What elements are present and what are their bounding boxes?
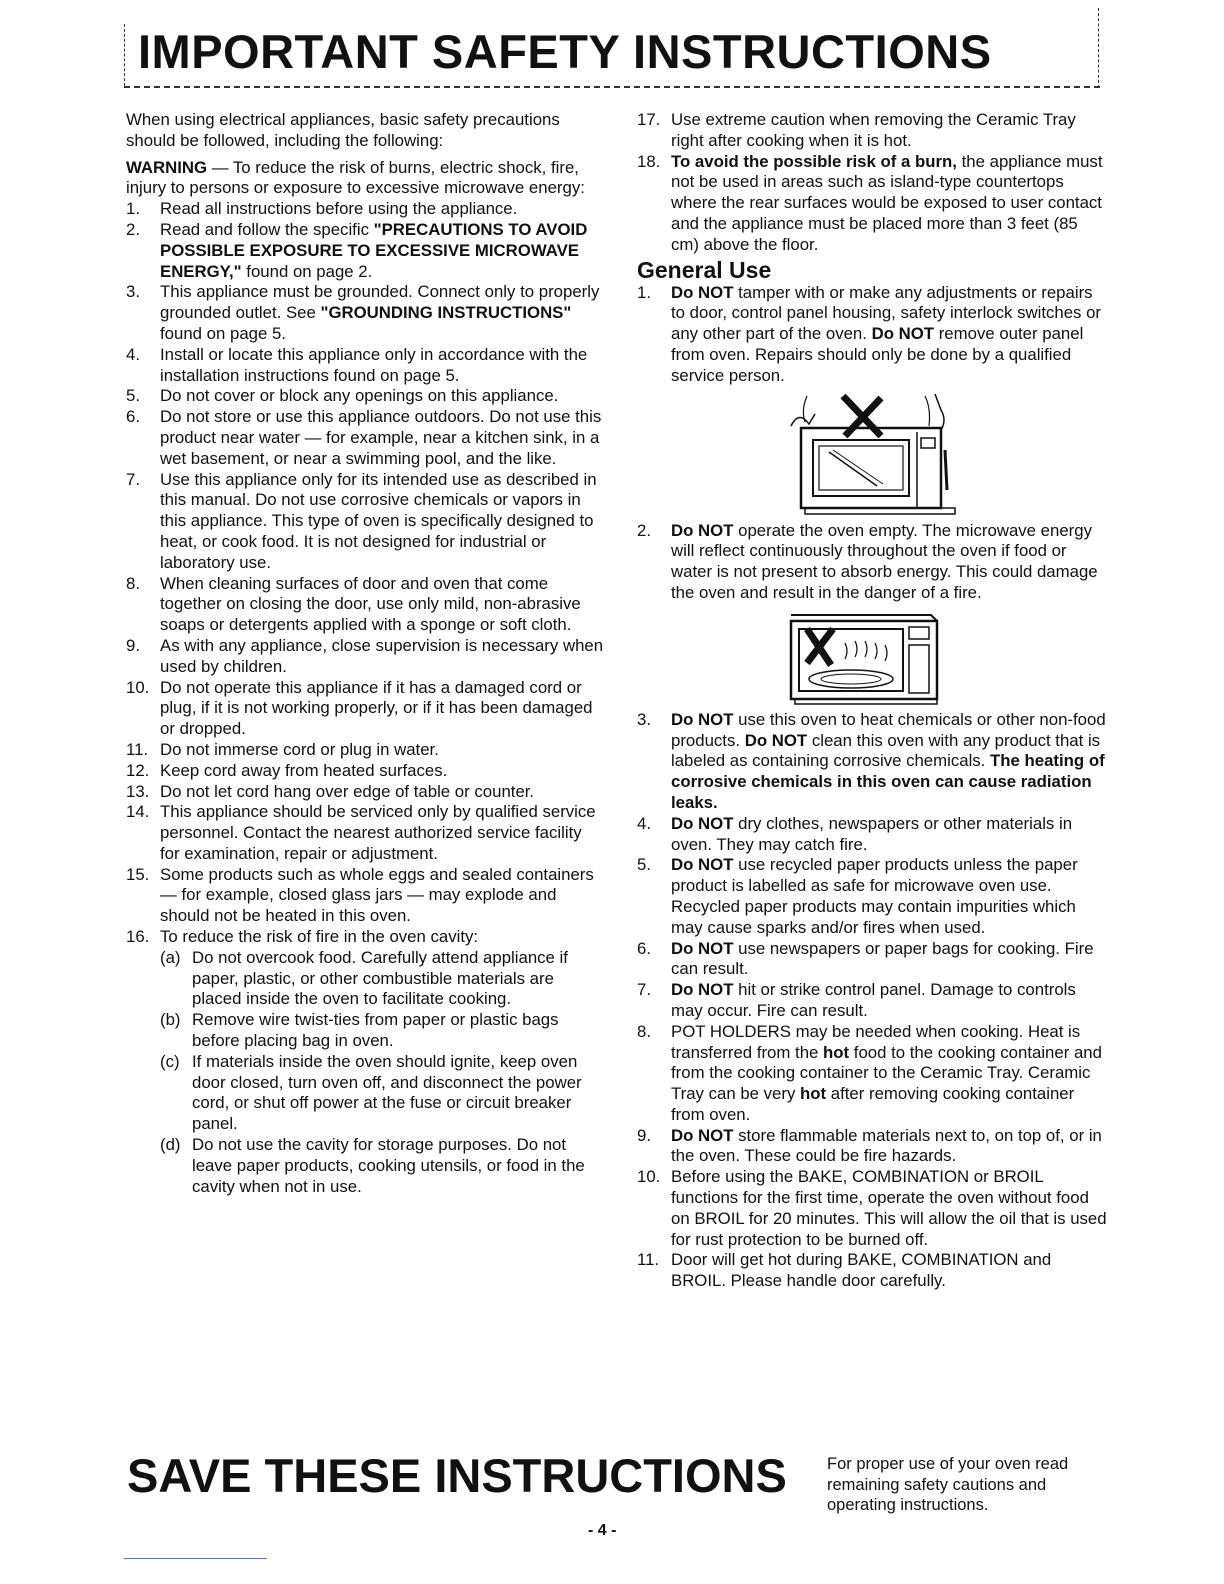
intro-paragraph: When using electrical appliances, basic safety precautions should be followed, including the following:: [126, 110, 560, 150]
list-item-11: 11. Do not immerse cord or plug in water.: [126, 739, 439, 759]
list-item-4: 4. Install or locate this appliance only in accordance with the installation instructions found on page 5.: [126, 344, 588, 385]
footer-line: [124, 1558, 267, 1559]
general-use-item-2: 2. Do NOT operate the oven empty. The microwave energy will reflect continuously throughout the oven if food or water is not present to absorb energy. This could damage the oven and result in the danger of a fire.: [637, 520, 1098, 602]
oven-tamper-illustration: [785, 390, 970, 518]
list-item-18: 18. To avoid the possible risk of a burn, the appliance must not be used in areas such as island-type countertops where the rear surfaces would be exposed to user contact and the appliance must be placed more than 3 feet (85 cm) above the floor.: [637, 151, 1103, 254]
sub-item-d: (d) Do not use the cavity for storage purposes. Do not leave paper products, cooking utensils, or food in the cavity when not in use.: [160, 1135, 585, 1196]
general-use-item-6: 6. Do NOT use newspapers or paper bags for cooking. Fire can result.: [637, 938, 1094, 979]
list-item-13: 13. Do not let cord hang over edge of table or counter.: [126, 781, 535, 801]
warning-text: — To reduce the risk of burns, electric shock, fire, injury to persons or exposure to excessive microwave energy:: [126, 157, 585, 198]
list-item-17: 17. Use extreme caution when removing the Ceramic Tray right after cooking when it is hot.: [637, 110, 1076, 150]
sub-item-c: (c) If materials inside the oven should ignite, keep oven door closed, turn oven off, and disconnect the power cord, or shut off power at the fuse or circuit breaker panel.: [160, 1051, 582, 1134]
list-item-3: 3. This appliance must be grounded. Connect only to properly grounded outlet. See "GROUNDING INSTRUCTIONS" found on page 5.: [126, 282, 600, 343]
general-use-item-10: 10. Before using the BAKE, COMBINATION or BROIL functions for the first time, operate the oven without food on BROIL for 20 minutes. This will allow the oil that is used for rust protection to be burned off.: [637, 1167, 1107, 1249]
general-use-item-11: 11. Door will get hot during BAKE, COMBINATION and BROIL. Please handle door carefully.: [637, 1250, 1052, 1291]
oven-empty-illustration: [785, 607, 945, 707]
list-item-9: 9. As with any appliance, close supervision is necessary when used by children.: [126, 635, 604, 676]
list-item-14: 14. This appliance should be serviced only by qualified service personnel. Contact the nearest authorized service facility for examination, repair or adjustment.: [126, 802, 596, 863]
general-use-item-5: 5. Do NOT use recycled paper products unless the paper product is labelled as safe for microwave oven use. Recycled paper products may contain impurities which may cause sparks and/or fires when used.: [637, 855, 1078, 937]
warning-label: WARNING: [126, 157, 208, 177]
list-item-2: 2. Read and follow the specific "PRECAUTIONS TO AVOID POSSIBLE EXPOSURE TO EXCESSIVE MICROWAVE ENERGY," found on page 2.: [126, 219, 588, 281]
right-column: [637, 110, 1107, 1292]
frame-right-line: [1098, 8, 1099, 88]
general-use-item-8: 8. POT HOLDERS may be needed when cooking. Heat is transferred from the hot food to the cooking container and from the cooking container to the Ceramic Tray. Ceramic Tray can be very hot after removing cooking container from oven.: [637, 1021, 1102, 1124]
sub-item-a: (a) Do not overcook food. Carefully attend appliance if paper, plastic, or other combustible materials are placed inside the oven to facilitate cooking.: [160, 947, 568, 1009]
list-item-1: 1. Read all instructions before using the appliance.: [126, 199, 518, 219]
general-use-item-7: 7. Do NOT hit or strike control panel. Damage to controls may occur. Fire can result.: [637, 980, 1076, 1020]
general-use-item-3: 3. Do NOT use this oven to heat chemicals or other non-food products. Do NOT clean this oven with any product that is labeled as containing corrosive chemicals. The heating of corrosive chemicals in this oven can cause radiation leaks.: [637, 709, 1106, 812]
frame-left-line: [124, 24, 125, 86]
section-title-general-use: General Use: [637, 256, 772, 283]
list-item-12: 12. Keep cord away from heated surfaces.: [126, 760, 448, 780]
list-item-15: 15. Some products such as whole eggs and sealed containers — for example, closed glass jars — may explode and should not be heated in this oven.: [126, 864, 594, 926]
list-item-10: 10. Do not operate this appliance if it has a damaged cord or plug, if it is not working properly, or if it has been damaged or dropped.: [126, 677, 593, 739]
page-number: - 4 -: [588, 1522, 617, 1539]
list-item-6: 6. Do not store or use this appliance outdoors. Do not use this product near water — for example, near a kitchen sink, in a wet basement, or near a swimming pool, and the like.: [126, 407, 602, 468]
title-underline: [124, 86, 1100, 88]
sub-item-b: (b) Remove wire twist-ties from paper or plastic bags before placing bag in oven.: [160, 1010, 559, 1051]
footer-note: For proper use of your oven read remaining safety cautions and operating instructions.: [827, 1455, 1069, 1514]
list-item-5: 5. Do not cover or block any openings on this appliance.: [126, 386, 559, 406]
warning-paragraph: [126, 158, 604, 200]
general-use-item-4: 4. Do NOT dry clothes, newspapers or other materials in oven. They may catch fire.: [637, 813, 1073, 854]
list-item-7: 7. Use this appliance only for its intended use as described in this manual. Do not use corrosive chemicals or vapors in this appliance. This type of oven is specifically designed to heat, or cook food. It is not designed for industrial or laboratory use.: [126, 469, 597, 572]
save-instructions-heading: SAVE THESE INSTRUCTIONS: [127, 1449, 787, 1502]
general-use-item-1: 1. Do NOT tamper with or make any adjustments or repairs to door, control panel housing, safety interlock switches or any other part of the oven. Do NOT remove outer panel from oven. Repairs should only be done by a qualified service person.: [637, 282, 1102, 385]
page-title: IMPORTANT SAFETY INSTRUCTIONS: [138, 25, 992, 78]
left-column: [126, 110, 604, 1197]
list-item-16: 16. To reduce the risk of fire in the oven cavity:: [126, 927, 479, 947]
general-use-item-9: 9. Do NOT store flammable materials next to, on top of, or in the oven. These could be fire hazards.: [637, 1125, 1102, 1166]
list-item-8: 8. When cleaning surfaces of door and oven that come together on closing the door, use only mild, non-abrasive soaps or detergents applied with a sponge or soft cloth.: [126, 573, 581, 635]
